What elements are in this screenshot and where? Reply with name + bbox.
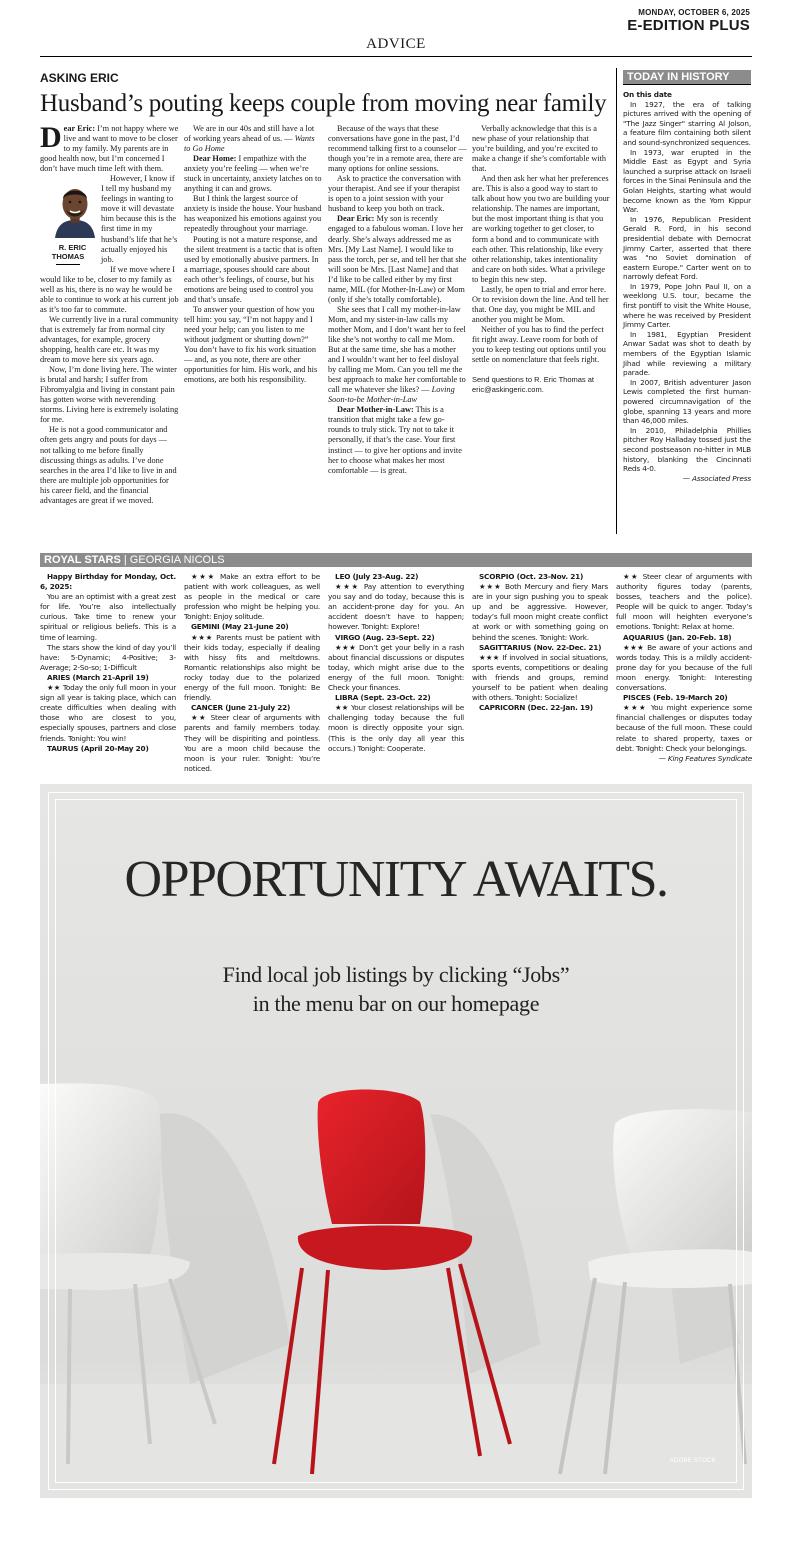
article-paragraph: Neither of you has to find the perfect fit right away. Leave room for both of you to keep testing out options until you settle on nomenclature that feels right. bbox=[472, 324, 606, 365]
horoscope-column-3: LEO (July 23-Aug. 22) ★★★ Pay attention to everything you say and do today, because this is an accident-prone day for you. An accident doesn’t have to happen; however. Tonight: Explore! VIRGO (Aug. 23-Sept. 22) ★★★ Don’t get your belly in a rash about financial discussions or disputes today, which might arise due to the energy of the full moon. Tonight: Check your finances. LIBRA (Sept. 23-Oct. 22) ★★ Your closest relationships will be challenging today because the full moon is directly opposite your sign. (This is the only day all year this occurs.) Tonight: Cooperate. bbox=[328, 572, 464, 753]
article-paragraph: Pouting is not a mature response, and the silent treatment is a tactic that is often used by emotionally abusive partners. In a marriage, spouses should care about each other’s feelings, of course, but his emotions are being used to control you and that’s unsafe. bbox=[184, 234, 323, 304]
history-item: In 1927, the era of talking pictures arrived with the opening of "The Jazz Singer" starring Al Jolson, a feature film containing both silent and sound-synchronized sequences. bbox=[623, 99, 751, 147]
sign-pisces: PISCES (Feb. 19-March 20) bbox=[623, 693, 728, 703]
article-paragraph: Dear Eric: My son is recently engaged to a fabulous woman. I love her dearly. She’s always addressed me as Mrs. [My Last Name]. I would like to pass the torch, per se, and tell her that she will soon be Mrs. [Last Name] and that I’d like to be called either by my first name, MIL (for Mother-In-Law) or Mom (only if she’s totally comfortable). bbox=[328, 214, 467, 304]
byline-rule bbox=[56, 264, 80, 265]
article-paragraph: We are in our 40s and still have a lot of working years ahead of us. — Wants to Go Home bbox=[184, 124, 315, 154]
author-photo-box bbox=[40, 176, 96, 265]
article-paragraph: To answer your question of how you tell him: you say, “I’m not happy and I need your help; can you listen to me without judgment or shutting down?” You don’t have to fix his work situation — and, as you note, there are other opportunities for him. His work, and his emotions, are both his responsibility. bbox=[184, 304, 318, 385]
history-header: TODAY IN HISTORY bbox=[623, 70, 751, 84]
photo-credit: ADOBE STOCK bbox=[669, 1458, 716, 1464]
sign-scorpio: SCORPIO (Oct. 23-Nov. 21) bbox=[479, 572, 584, 581]
dropcap: D bbox=[40, 121, 62, 154]
horoscope-column-2: ★★★ Make an extra effort to be patient with work colleagues, as well as people in the medical or care profession who might be helping you. Tonight: Enjoy solitude. GEMINI (May 21-June 20) ★★★ Parents must be patient with their kids today, especially if dealing with hissy fits and meltdowns. Romantic relationships also might be rocky today due to the polarized energy of the full moon. Tonight: Be friendly. CANCER (June 21-July 22) ★★ Steer clear of arguments with parents and family members today. They will be dispiriting and pointless. You are a moon child because the moon is your ruler. Tonight: You’re noticed. bbox=[184, 572, 320, 773]
article-column-1: Dear Eric: I’m not happy where we live and want to move to be closer to my family. My parents are in good health now, but I’m concerned I don’t have much time left with them. R. ERIC THOMAS However, I know if I tell my husband my feelings in wanting to move it will devastate him because this is the first time in my husband’s life that he’s actually enjoyed his job. If we move where I would like to be, closer to my family as well as his, there is no way he would be able to continue to work at his current job as it’s too far to commute. We currently live in a rural community that is extremely far from normal city advantages, for example, grocery shopping, health care etc. It was my dream to move here six years ago. Now, I’m done living here. The winter is brutal and harsh; I suffer from Fibromyalgia and living in constant pain has gotten worse with neverending storms. Living here is extremely isolating for me. He is not a good communicator and often gets angry and pouts for days — not talking to me before finally discussing things as adults. I’ve done searches in the area I’d like to live in and there are multiple job opportunities for his career field, and the financial advantages are great if we moved. bbox=[40, 121, 179, 505]
sign-taurus: TAURUS (April 20-May 20) bbox=[47, 743, 149, 753]
sign-sagittarius: SAGITTARIUS (Nov. 22-Dec. 21) bbox=[479, 642, 602, 652]
column-kicker: ASKING ERIC bbox=[40, 71, 119, 85]
history-item: In 1979, Pope John Paul II, on a weeklong U.S. tour, became the first pontiff to visit the White House, where he was received by President Jimmy Carter. bbox=[623, 281, 751, 330]
sign-aquarius: AQUARIUS (Jan. 20-Feb. 18) bbox=[623, 632, 732, 642]
jobs-advertisement[interactable] bbox=[40, 784, 752, 1498]
article-paragraph: But I think the largest source of anxiety is inside the house. Your husband has weaponized his emotions against you repeatedly throughout your marriage. bbox=[184, 194, 322, 234]
history-item: In 2007, British adventurer Jason Lewis completed the first human-powered circumnavigation of the globe, spanning 13 years and more than 46,000 miles. bbox=[623, 377, 751, 426]
sign-virgo: VIRGO (Aug. 23-Sept. 22) bbox=[335, 632, 435, 642]
history-item: In 1976, Republican President Gerald R. Ford, in his second presidential debate with Democrat Jimmy Carter, asserted that there was "no Soviet domination of eastern Europe." Carter went on to narrowly defeat Ford. bbox=[623, 214, 751, 282]
send-questions: Send questions to R. Eric Thomas at eric@askingeric.com. bbox=[472, 375, 595, 395]
header-rule bbox=[40, 56, 752, 57]
ad-headline: OPPORTUNITY AWAITS. bbox=[124, 851, 668, 908]
author-byline: R. ERIC THOMAS bbox=[51, 243, 87, 262]
sign-cancer: CANCER (June 21-July 22) bbox=[191, 703, 291, 713]
horoscope-header: ROYAL STARS | GEORGIA NICOLS bbox=[40, 553, 752, 567]
sign-leo: LEO (July 23-Aug. 22) bbox=[335, 572, 419, 581]
article-paragraph: R. ERIC THOMAS However, I know if I tell my husband my feelings in wanting to move it will devastate him because this is the first time in my husband’s life that he’s actually enjoyed his job. bbox=[40, 174, 179, 264]
article-paragraph: Dear Home: I empathize with the anxiety you’re feeling — when we’re stuck in uncertainty, anxiety latches on to anything it can and grows. bbox=[184, 154, 322, 194]
article-column-3 bbox=[328, 124, 467, 476]
history-body bbox=[623, 90, 751, 483]
column-divider bbox=[616, 68, 617, 534]
sign-aries: ARIES (March 21-April 19) bbox=[47, 672, 149, 682]
sign-libra: LIBRA (Sept. 23-Oct. 22) bbox=[335, 693, 431, 703]
history-item: In 1973, war erupted in the Middle East as Egypt and Syria launched a surprise attack on Israeli forces in the Sinai Peninsula and the Golan Heights, starting what would become known as the Yom Kippur War. bbox=[623, 147, 751, 215]
sign-gemini: GEMINI (May 21-June 20) bbox=[191, 622, 289, 632]
edition-date: MONDAY, OCTOBER 6, 2025 bbox=[638, 8, 750, 17]
history-subtitle: On this date bbox=[623, 90, 672, 99]
article-paragraph: She sees that I call my mother-in-law Mom, and my sister-in-law calls my mother Mom, and I don’t want her to feel like she’s not worthy to call me Mom. But at the same time, she has a mother and I wouldn’t want her to feel disloyal by calling me Mom. Can you tell me the best approach to make her comfortable to call me whatever she likes? — Loving Soon-to-be Mother-in-Law bbox=[328, 304, 466, 405]
article-column-2-body bbox=[184, 124, 323, 385]
article-paragraph: Because of the ways that these conversations have gone in the past, I’d recommend talking first to a counselor — though you’re in a remote area, there are many options for online sessions. bbox=[328, 124, 467, 174]
ad-subtext: Find local job listings by clicking “Jobs” in the menu bar on our homepage bbox=[222, 962, 570, 1016]
article-headline: Husband’s pouting keeps couple from moving near family bbox=[40, 90, 607, 117]
horoscope-column-1: Happy Birthday for Monday, Oct. 6, 2025: You are an optimist with a great zest for life. You’re also intellectually curious. Take time to renew your spiritual or religious beliefs. This is a time of learning. The stars show the kind of day you’ll have: 5-Dynamic; 4-Positive; 3-Average; 2-So-so; 1-Difficult ARIES (March 21-April 19) ★★ Today the only full moon in your sign all year is taking place, which can create difficulties when dealing with those who are closest to you, especially spouses, partners and close friends. Tonight: You win! TAURUS (April 20-May 20) bbox=[40, 572, 176, 753]
horoscope-credit: — King Features Syndicate bbox=[658, 753, 752, 763]
article-column-4 bbox=[472, 124, 611, 395]
author-photo bbox=[49, 176, 101, 238]
article-paragraph: Lastly, be open to trial and error here. Or to revision down the line. And tell her that. One day, you might be MIL and another you might be Mom. bbox=[472, 284, 609, 324]
history-credit: — Associated Press bbox=[682, 473, 751, 483]
edition-title: E-EDITION PLUS bbox=[627, 17, 750, 34]
horoscope-author: GEORGIA NICOLS bbox=[129, 554, 225, 566]
horoscope-column-5: ★★ Steer clear of arguments with authority figures today (parents, bosses, teachers and the police). People will be quick to anger. Today’s full moon will heighten everyone’s emotions. Tonight: Relax at home. AQUARIUS (Jan. 20-Feb. 18) ★★★ Be aware of your actions and words today. This is a mildly accident-prone day for you because of the full moon energy. Tonight: Interesting conversations. PISCES (Feb. 19-March 20) ★★★ You might experience some financial challenges or disputes today because of the full moon. These could relate to shared property, taxes or debt. Tonight: Check your belongings. — King Features Syndicate bbox=[616, 572, 752, 763]
article-paragraph: And then ask her what her preferences are. This is also a good way to start to talk about how you two are building your relationship. The names are important, but the most important thing is that you are working together to get closer, to form a bond and to communicate with each other. This relationship, like every other relationship, takes intentionality and care on both sides. What a privilege to begin this new step. bbox=[472, 174, 610, 284]
history-item: In 2010, Philadelphia Phillies pitcher Roy Halladay tossed just the second postseason no-hitter in MLB history, blanking the Cincinnati Reds 4-0. bbox=[623, 425, 751, 474]
sign-capricorn: CAPRICORN (Dec. 22-Jan. 19) bbox=[479, 703, 593, 713]
article-paragraph: Dear Mother-in-Law: This is a transition that might take a few go-rounds to truly stick. Try not to take it personally, if that’s the case. Your first instinct — to give her options and invite her to choose what makes her most comfortable — is great. bbox=[328, 405, 462, 475]
article-paragraph: Ask to practice the conversation with your therapist. And see if your therapist is open to a joint session with your husband to keep you both on track. bbox=[328, 174, 461, 214]
birthday-head: Happy Birthday for Monday, Oct. 6, 2025: bbox=[40, 572, 176, 592]
section-title: ADVICE bbox=[366, 36, 426, 52]
article-paragraph: Verbally acknowledge that this is a new phase of your relationship that you’re building, and you’re excited to make a change if she’s comfortable with that. bbox=[472, 124, 607, 174]
horoscope-column-4: SCORPIO (Oct. 23-Nov. 21) ★★★ Both Mercury and fiery Mars are in your sign pushing you to speak up and be aggressive. However, today’s full moon might create conflict at work or with something going on behind the scenes. Tonight: Work. SAGITTARIUS (Nov. 22-Dec. 21) ★★★ If involved in social situations, sports events, competitions or dealing with friends and groups, remind yourself to be patient when dealing with others. Tonight: Socialize! CAPRICORN (Dec. 22-Jan. 19) bbox=[472, 572, 608, 713]
history-rule bbox=[623, 84, 751, 85]
history-item: In 1981, Egyptian President Anwar Sadat was shot to death by members of the Egyptian Islamic Jihad while reviewing a military parade. bbox=[623, 329, 751, 378]
horoscope-title: ROYAL STARS bbox=[44, 554, 121, 566]
